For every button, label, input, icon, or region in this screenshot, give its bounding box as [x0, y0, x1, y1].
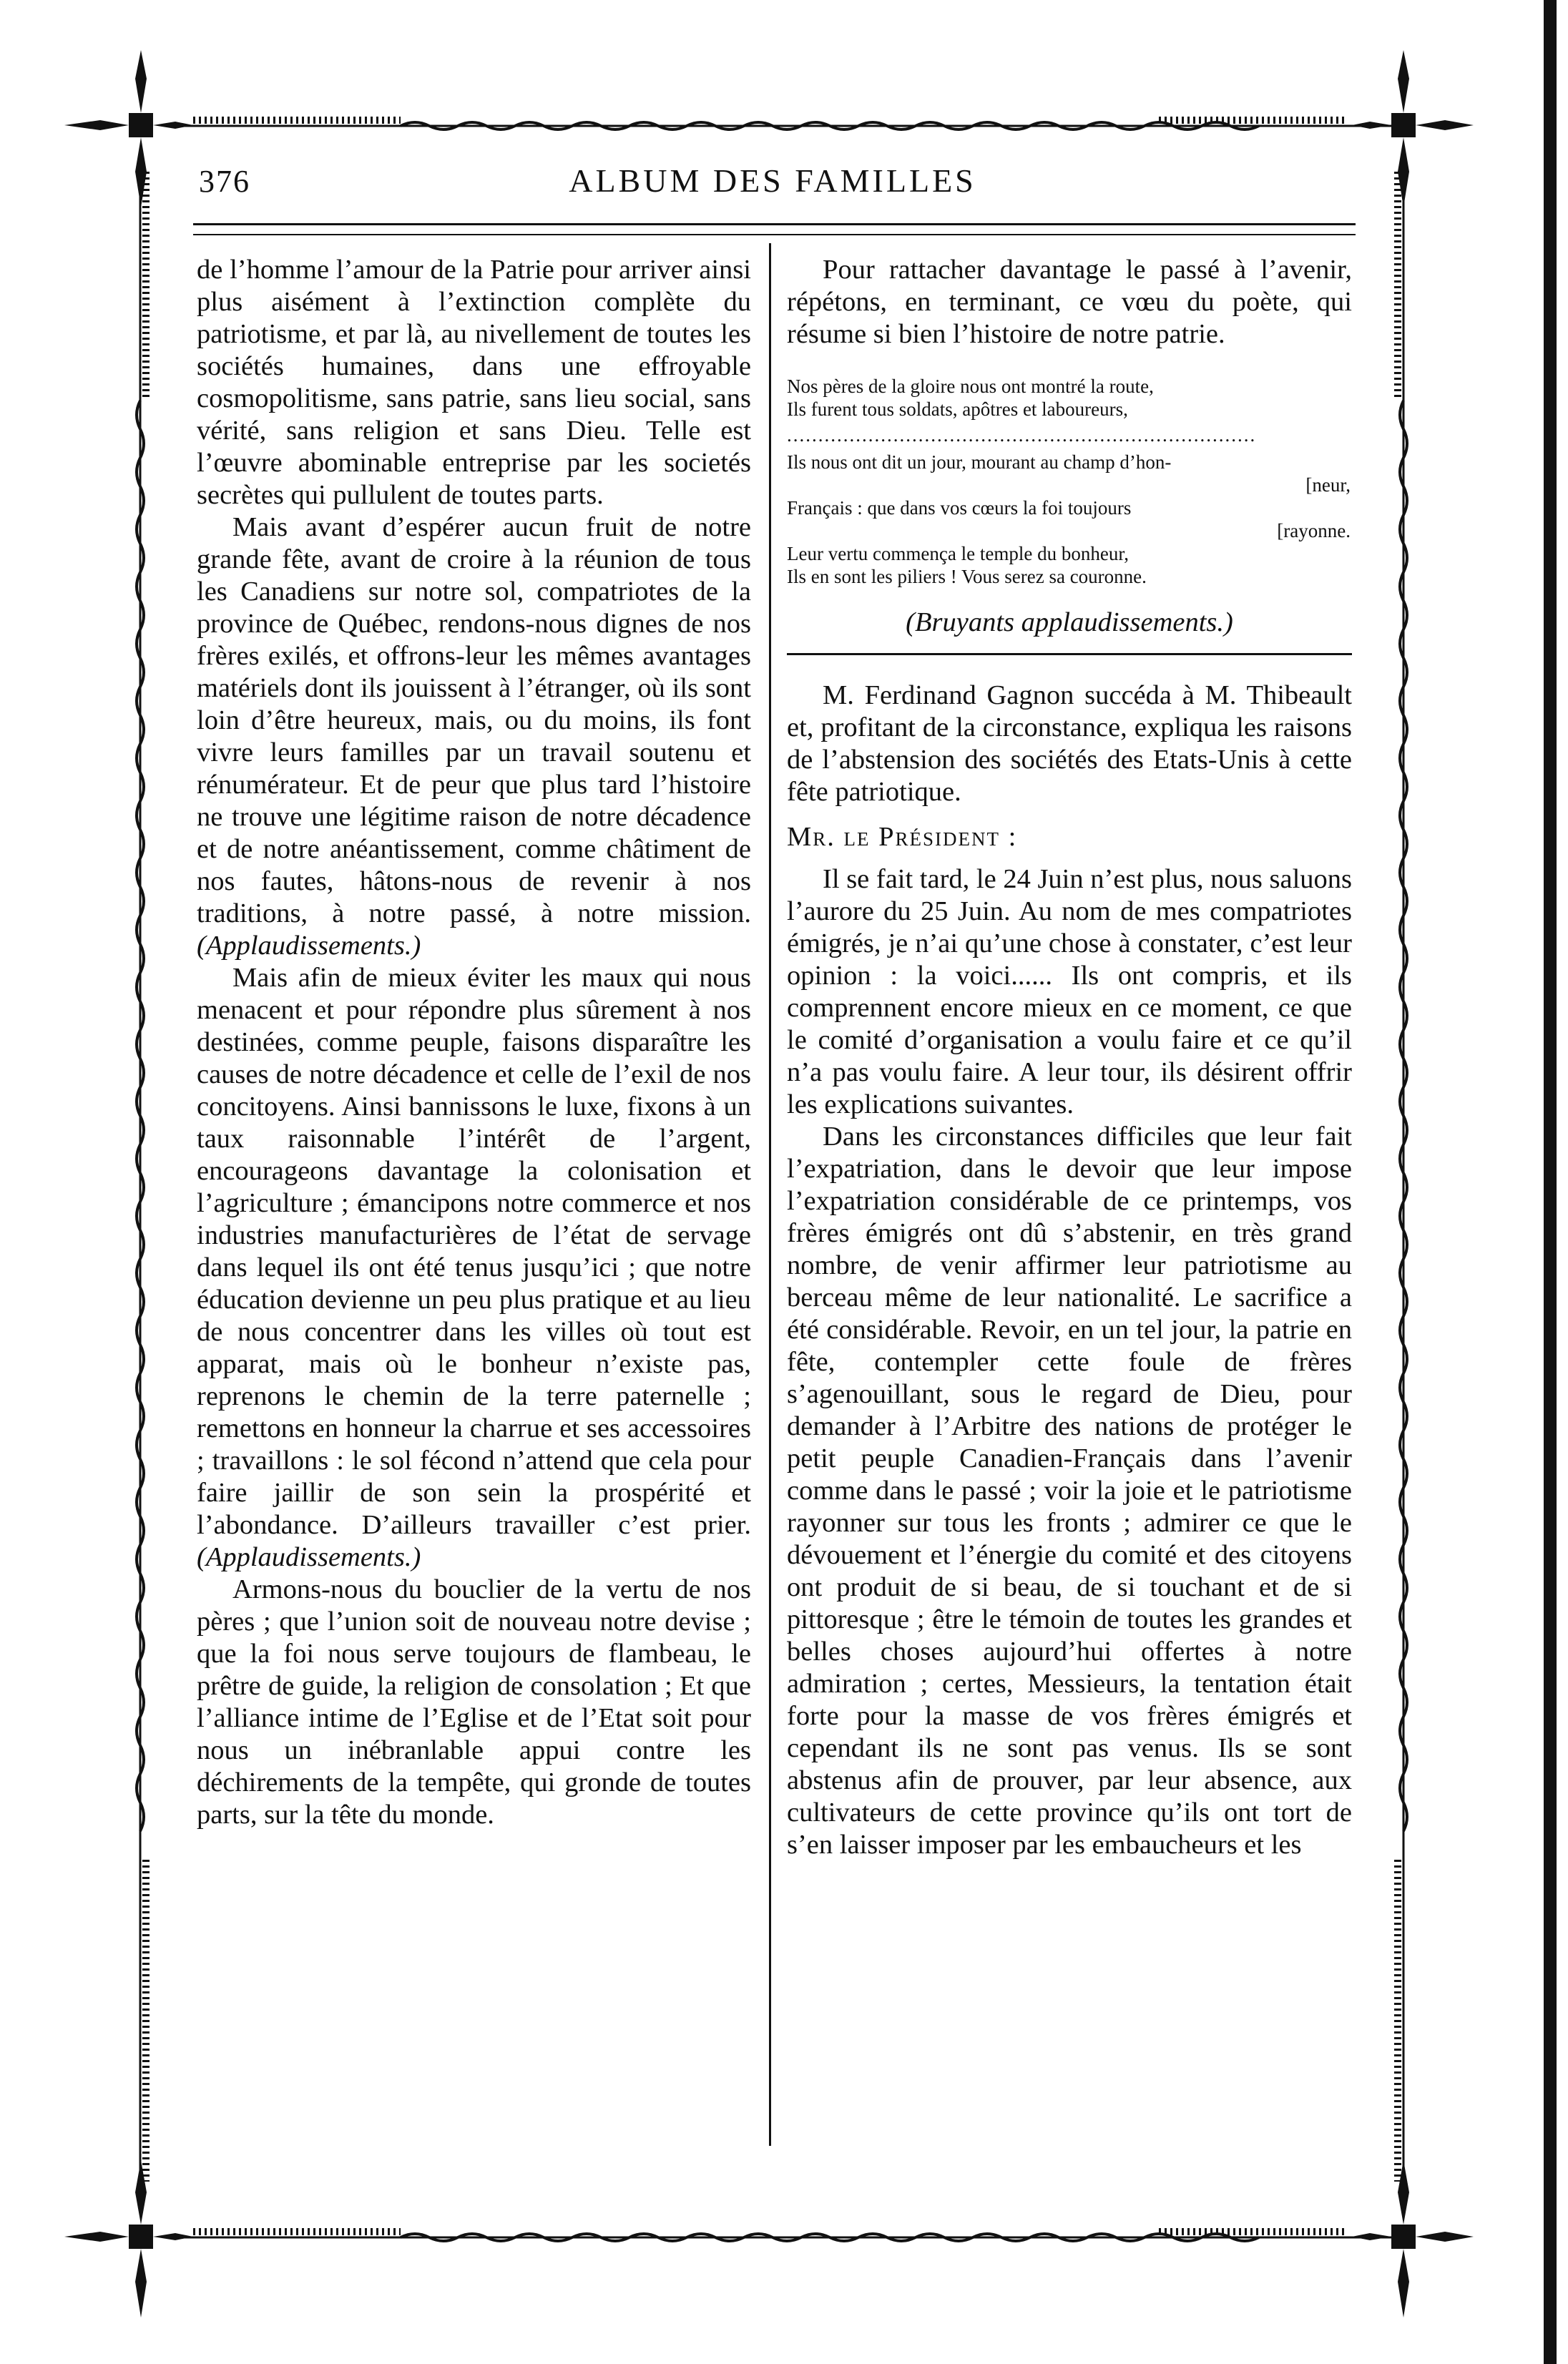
poem-line: Ils en sont les piliers ! Vous serez sa couronne. — [787, 566, 1147, 587]
left-paragraph: de l’homme l’amour de la Patrie pour arriver ainsi plus aisément à l’extinction complète du patriotisme, et par là, au nivellement de toutes les sociétés humaines, dans une effroyable cosmopolitisme, sans patrie, sans lieu social, sans vérité, sans religion et sans Dieu. Telle est l’œuvre abominable entreprise par les societés secrètes qui pullulent de toutes parts. — [197, 255, 751, 510]
top-border — [172, 120, 1395, 129]
poem-line: Leur vertu commença le temple du bonheur, — [787, 543, 1129, 564]
poem-ellipsis-rule: ........................................................................... — [787, 424, 1257, 446]
corner-ornament-bottom-right — [1352, 2160, 1474, 2318]
poem-line: Nos pères de la gloire nous ont montré la route, — [787, 376, 1154, 397]
applause-note: (Bruyants applaudissements.) — [906, 607, 1233, 637]
poem-quote — [787, 375, 1352, 588]
poem-line-continuation: [neur, — [1305, 474, 1351, 496]
left-border — [137, 165, 146, 2189]
poem-line-continuation: [rayonne. — [1277, 520, 1351, 541]
poem-line: Français : que dans vos cœurs la foi toujours — [787, 497, 1132, 519]
left-column — [197, 254, 751, 1831]
page-number: 376 — [199, 164, 250, 199]
poem-line: Ils furent tous soldats, apôtres et laboureurs, — [787, 398, 1128, 420]
right-border — [1398, 165, 1407, 2189]
right-column — [787, 254, 1352, 1861]
corner-ornament-top-left — [64, 50, 193, 207]
speech-paragraph: Il se fait tard, le 24 Juin n’est plus, nous saluons l’aurore du 25 Juin. Au nom de mes compatriotes émigrés, je n’ai qu’une chose à constater, c’est leur opinion : la voici...... Ils ont compris, et ils comprennent encore mieux en ce moment, ce que le comité d’organisation a voulu faire et ce qu’il n’a pas voulu faire. A leur tour, ils désirent offrir les explications suivantes. — [787, 864, 1353, 1119]
narration-paragraph: M. Ferdinand Gagnon succéda à M. Thibeault et, profitant de la circonstance, expliqua les raisons de l’abstension des sociétés des Etats-Unis à cette fête patriotique. — [787, 680, 1352, 807]
speaker-heading: Mr. le Président : — [787, 822, 1018, 852]
right-intro-paragraph: Pour rattacher davantage le passé à l’avenir, répétons, en terminant, ce vœu du poète, qui résume si bien l’histoire de notre patrie. — [787, 255, 1352, 349]
left-paragraph: Armons-nous du bouclier de la vertu de nos pères ; que l’union soit de nouveau notre devise ; que la foi nous serve toujours de flambeau, le prêtre de guide, la religion de consolation ; Et que l’alliance intime de l’Eglise et de l’Etat soit pour nous un inébranlable appui contre les déchirements de la tempête, qui gronde de toutes parts, sur la tête du monde. — [197, 1574, 751, 1830]
speech-paragraph: Dans les circonstances difficiles que leur fait l’expatriation, dans le devoir que leur impose l’expatriation considérable de ce printemps, vos frères émigrés ont dû s’abstenir, en très grand nombre, de venir affirmer leur patriotisme au berceau même de leur nationalité. Le sacrifice a été considérable. Revoir, en un tel jour, la patrie en fête, contempler cette foule de frères s’agenouillant, sous le regard de Dieu, pour demander à l’Arbitre des nations de protéger le petit peuple Canadien-Français dans l’avenir comme dans le passé ; voir la joie et le patriotisme rayonner sur tous les fronts ; admirer ce que le dévouement et l’énergie du comité et des citoyens ont produit de si beau, de si touchant et de si pittoresque ; être le témoin de toutes les grandes et belles choses aujourd’hui offertes à notre admiration ; certes, Messieurs, la tentation était forte pour la masse de vos frères émigrés et cependant ils ne sont pas venus. Ils se sont abstenus afin de prouver, par leur absence, aux cultivateurs de cette province qu’ils ont tort de s’en laisser imposer par les embaucheurs et les — [787, 1122, 1352, 1860]
applause-note: (Applaudissements.) — [197, 1542, 421, 1572]
header-rule — [193, 223, 1356, 235]
left-paragraph: Mais avant d’espérer aucun fruit de notre grande fête, avant de croire à la réunion de tous les Canadiens sur notre sol, compatriotes de la province de Québec, rendons-nous dignes de nos frères exilés, et offrons-leur les mêmes avantages matériels dont ils jouissent à l’étranger, où ils sont loin d’être heureux, mais, ou du moins, ils font vivre leurs familles par un travail soutenu et rénumérateur. Et de peur que plus tard l’histoire ne trouve une légitime raison de notre décadence et de notre anéantissement, comme châtiment de nos fautes, hâtons-nous de revenir à nos traditions, à notre passé, à notre mission. (Applaudissements.) — [197, 512, 751, 961]
bottom-border — [172, 2232, 1395, 2241]
column-divider — [769, 243, 771, 2146]
left-paragraph: Mais afin de mieux éviter les maux qui nous menacent et pour répondre plus sûrement à nos destinées, comme peuple, faisons disparaître les causes de notre décadence et celle de l’exil de nos concitoyens. Ainsi bannissons le luxe, fixons à un taux raisonnable l’intérêt de l’argent, encourageons davantage la colonisation et l’agriculture ; émancipons notre commerce et nos industries manufacturières de l’état de servage dans lequel ils ont été tenus jusqu’ici ; que notre éducation devienne un peu plus pratique et au lieu de nous concentrer dans les villes où tout est apparat, mais où le bonheur n’existe pas, reprenons le chemin de la terre paternelle ; remettons en honneur la charrue et ses accessoires ; travaillons : le sol fécond n’attend que cela pour faire jaillir de son sein la prospérité et l’abondance. D’ailleurs travailler c’est prier. (Applaudissements.) — [197, 963, 751, 1572]
corner-ornament-top-right — [1352, 50, 1474, 207]
applause-note: (Applaudissements.) — [197, 931, 421, 961]
poem-line: Ils nous ont dit un jour, mourant au champ d’hon- — [787, 451, 1172, 473]
corner-ornament-bottom-left — [64, 2160, 193, 2318]
running-title: ALBUM DES FAMILLES — [569, 162, 976, 199]
page-edge-shadow — [1544, 0, 1557, 2364]
section-rule — [787, 653, 1352, 655]
running-header — [193, 159, 1352, 209]
